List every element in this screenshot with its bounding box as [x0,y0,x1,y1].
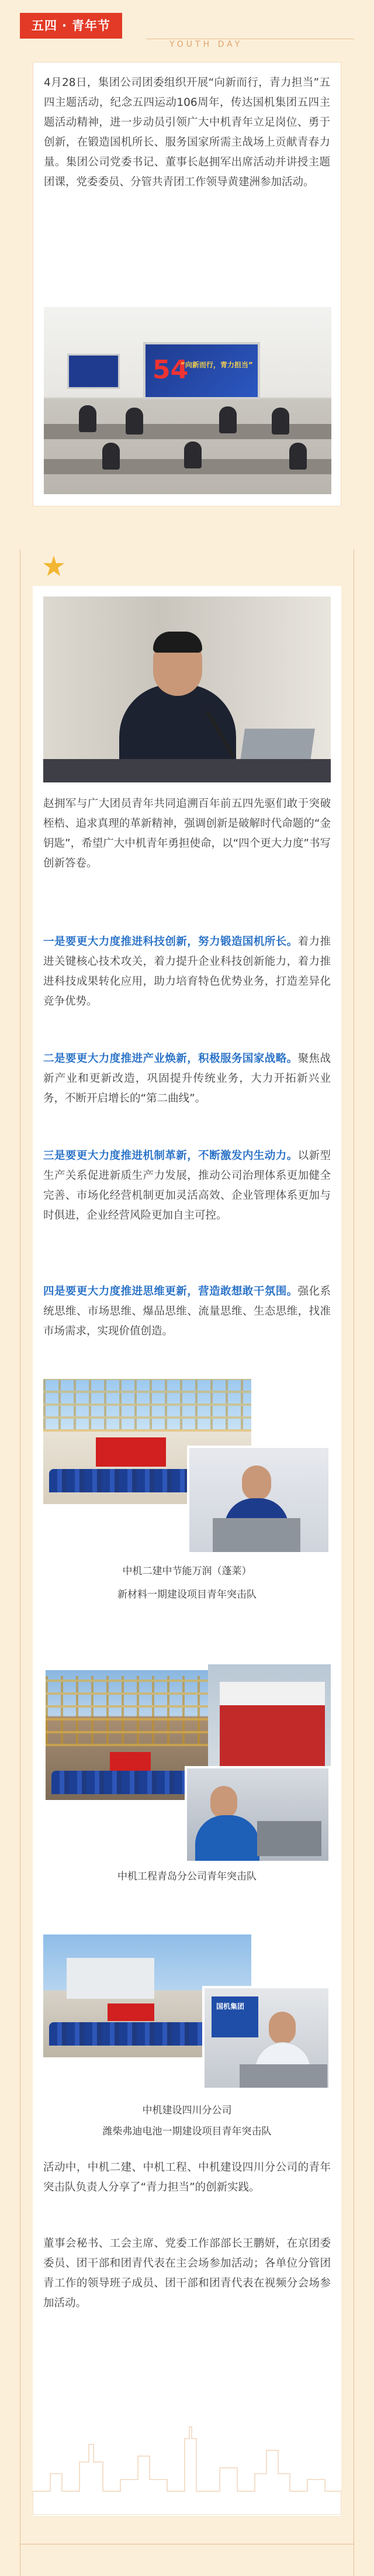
red-banner [96,1437,166,1467]
point-2-body: 聚焦战新产业和更新改造，巩固提升传统业务，大力开拓新兴业务，不断开启增长的“第二曲线”。 [43,1053,331,1105]
point-3-body: 以新型生产关系促进新质生产力发展，推动公司治理体系更加健全完善、市场化经营机制更加灵活高效、企业管理体系更加与时俱进，企业经营风险更加自主可控。 [43,1150,331,1222]
attendee [79,405,96,432]
speech-paragraph: 赵拥军与广大团员青年共同追溯百年前五四先驱们敢于突破桎梏、追求真理的革新精神，强调创新是破解时代命题的“金钥匙”，希望广大中机青年勇担使命，以“四个更大力度”书写创新答卷。 [43,798,331,870]
caption-group-3 [43,2102,331,2140]
attendee [184,442,202,468]
point-4-body: 强化系统思维、市场思维、爆品思维、流量思维、生态思维，找准市场需求，实现价值创造。 [43,1285,331,1337]
section-tag [20,13,122,39]
speaker-photo [43,596,331,782]
star-icon [42,554,65,578]
closing-paragraph-2: 董事会秘书、工会主席、党委工作部部长王鹏妍，在京团委委员、团干部和团青代表在主会场参加活动；各单位分管团青工作的领导班子成员、团干部和团青代表在视频分会场参加活动。 [43,2237,331,2309]
closing-paragraph-1: 活动中，中机二建、中机工程、中机建设四川分公司的青年突击队负责人分享了“青力担当”的创新实践。 [43,2161,331,2194]
person-head [210,1786,237,1819]
point-4 [43,1282,331,1342]
caption-group-1 [43,1563,331,1603]
video-call-photo-3 [202,1986,331,2090]
intro-card [33,62,341,506]
team-members [51,1771,205,1794]
point-2 [43,1049,331,1109]
red-banner [108,2003,154,2021]
point-1-body: 着力推进关键核心技术攻关，着力提升企业科技创新能力，着力推进科技成果转化应用，助力培育特色优势业务，打造差异化竞争优势。 [43,936,331,1008]
scaffold [46,1676,213,1746]
tag-dot: · [62,19,67,33]
city-skyline-decoration [33,2421,341,2515]
main-card [33,586,341,2516]
caption-1-line2: 新材料一期建设项目青年突击队 [117,1589,257,1601]
side-screen [67,354,120,389]
attendee [102,443,120,470]
building [67,1958,154,1999]
point-2-highlight: 二是要更大力度推进产业焕新，积极服务国家战略。 [43,1053,298,1065]
podium-desk [43,759,331,782]
video-call-photo-2 [185,1766,331,1863]
video-call-photo-1 [187,1446,331,1554]
ship-photo [208,1664,331,1781]
ship-deck [220,1682,325,1705]
person-body [195,1815,259,1863]
caption-1-line1: 中机二建中节能万润（蓬莱） [122,1565,252,1577]
laptop [240,2064,327,2088]
caption-3-line1: 中机建设四川分公司 [142,2105,232,2116]
attendee [219,406,237,433]
main-screen [143,342,260,399]
point-1 [43,932,331,1012]
caption-2-line1: 中机工程青岛分公司青年突击队 [117,1871,257,1882]
tag-part1: 五四 [32,19,57,33]
point-3 [43,1146,331,1226]
person-head [269,2012,296,2044]
scaffold [43,1379,251,1432]
caption-3-line2: 潍柴弗迪电池一期建设项目青年突击队 [102,2126,272,2137]
laptop [213,1518,300,1553]
meeting-room-photo [44,307,331,494]
laptop [257,1821,321,1856]
caption-group-2 [43,1868,331,1885]
person-head [242,1465,271,1501]
attendee [289,443,307,470]
screen-text: “向新而行，青力担当” [181,361,253,369]
sign-board: 国机集团 [212,1996,258,2037]
point-3-highlight: 三是要更大力度推进机制革新，不断激发内生动力。 [43,1150,298,1162]
attendee [126,408,143,434]
tag-part2: 青年节 [71,19,110,33]
screen-number: 54 [153,355,189,385]
intro-paragraph: 4月28日，集团公司团委组织开展“向新而行，青力担当”五四主题活动，纪念五四运动106周年，传达国机集团五四主题活动精神，进一步动员引领广大中机青年立足岗位、勇于创新，在锻造国机所长、服务国家所需主战场上贡献青春力量。集团公司党委书记、董事长赵拥军出席活动并讲授主题团课，党委委员、分管共青团工作领导黄建洲参加活动。 [44,77,330,188]
header-english-label: YOUTH DAY [169,40,243,49]
speaker-hair [153,632,202,653]
attendee [272,408,289,434]
point-4-highlight: 四是要更大力度推进思维更新，营造敢想敢干氛围。 [43,1285,298,1298]
point-1-highlight: 一是要更大力度推进科技创新，努力锻造国机所长。 [43,936,298,948]
